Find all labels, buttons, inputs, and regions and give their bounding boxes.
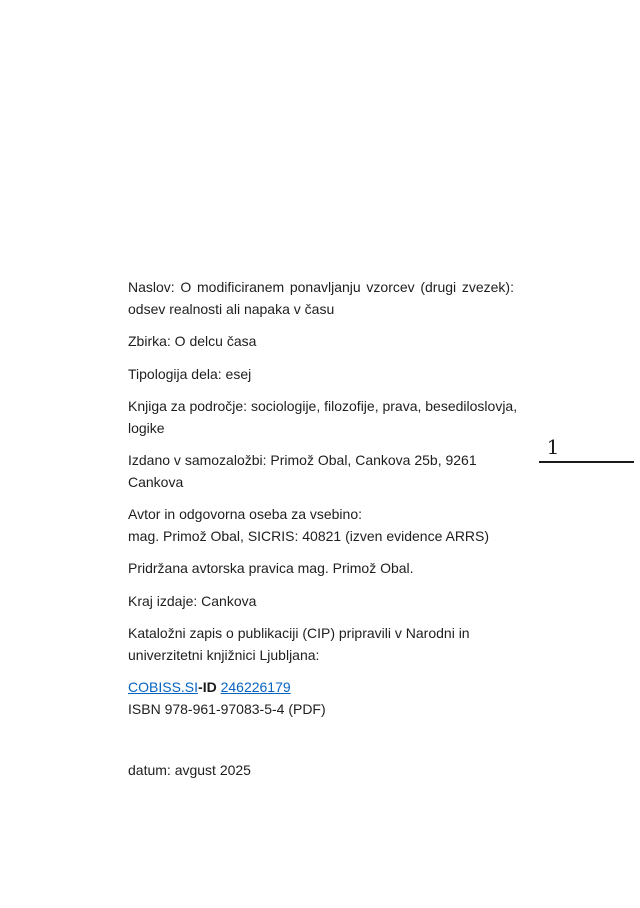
paragraph-cip [128, 623, 514, 666]
naslov-line-2: odsev realnosti ali napaka v času [128, 300, 335, 317]
izdano-line-2: Cankova [128, 473, 184, 490]
cip-line-1: Kataložni zapis o publikaciji (CIP) pripravili v Narodni in [128, 625, 470, 641]
page-number: 1 [546, 435, 560, 459]
cip-line-2: univerzitetni knjižnici Ljubljana: [128, 646, 320, 663]
cobiss-line [128, 677, 514, 699]
paragraph-cobiss-isbn [128, 677, 514, 720]
paragraph-izdano [128, 450, 514, 493]
izdano-line-1: Izdano v samozaložbi: Primož Obal, Cankova 25b, 9261 [128, 452, 477, 468]
tipologija-line: Tipologija dela: esej [128, 365, 252, 382]
zbirka-line: Zbirka: O delcu časa [128, 333, 257, 349]
paragraph-kraj [128, 591, 514, 613]
page-number-underline [539, 461, 634, 463]
cobiss-si-link[interactable]: COBISS.SI [128, 679, 199, 695]
paragraph-datum [128, 760, 514, 782]
naslov-line-1: Naslov: O modificiranem ponavljanju vzorcev (drugi zvezek): [128, 279, 514, 295]
isbn-line: ISBN 978-961-97083-5-4 (PDF) [128, 700, 326, 717]
avtor-line-1: Avtor in odgovorna oseba za vsebino: [128, 506, 363, 522]
paragraph-zbirka [128, 331, 514, 353]
kraj-line: Kraj izdaje: Cankova [128, 592, 257, 609]
knjiga-line-2: logike [128, 419, 165, 436]
pridrzana-line: Pridržana avtorska pravica mag. Primož Obal. [128, 560, 414, 576]
empty-paragraph [128, 731, 514, 749]
document-body [128, 277, 518, 793]
paragraph-knjiga [128, 396, 518, 439]
cobiss-id-link[interactable]: 246226179 [220, 679, 291, 695]
paragraph-avtor [128, 504, 514, 547]
paragraph-naslov [128, 277, 514, 320]
datum-line: datum: avgust 2025 [128, 762, 251, 778]
knjiga-line-1: Knjiga za področje: sociologije, filozofije, prava, besediloslovja, [128, 398, 518, 414]
avtor-line-2: mag. Primož Obal, SICRIS: 40821 (izven evidence ARRS) [128, 527, 490, 544]
paragraph-tipologija [128, 364, 514, 386]
cobiss-id-label: -ID [198, 679, 221, 695]
paragraph-pridrzana [128, 558, 514, 580]
